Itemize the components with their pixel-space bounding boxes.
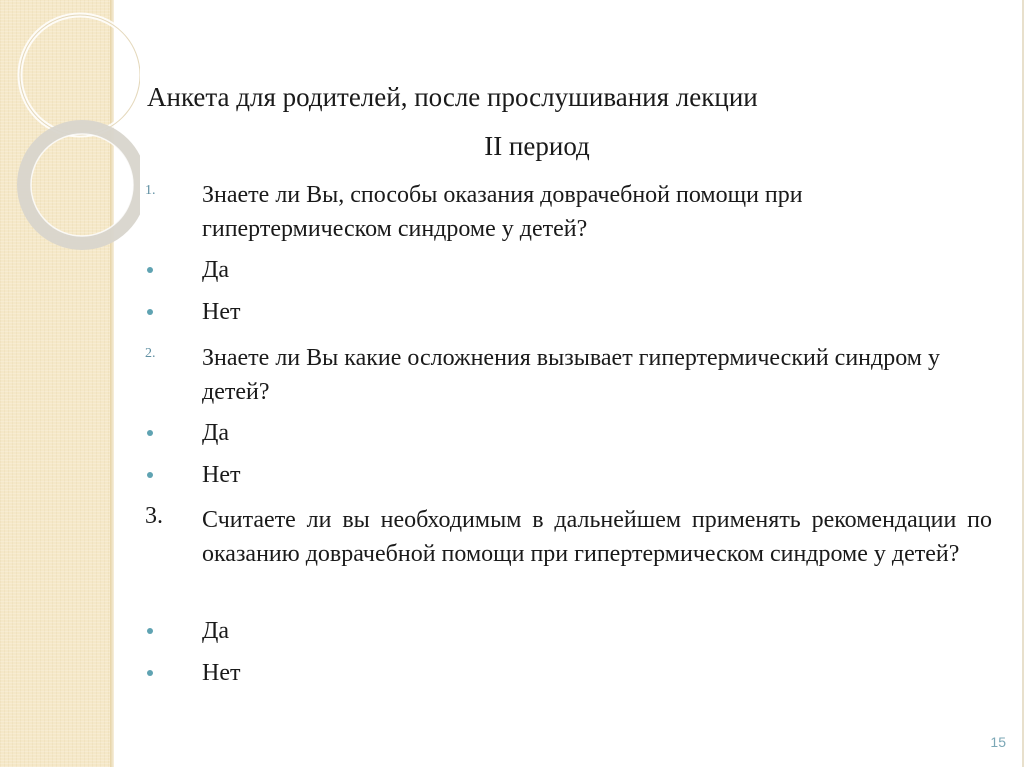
slide-title: Анкета для родителей, после прослушивания лекции: [147, 82, 758, 112]
bullet-icon: [147, 670, 153, 676]
option-label: Да: [202, 420, 230, 446]
question-3-text: Считаете ли вы необходимым в дальнейшем применять рекомендации по оказанию доврачебной помощи при гипертермическом синдроме у детей?: [202, 507, 992, 567]
question-2-number: 2.: [145, 346, 156, 361]
option-label: Нет: [202, 299, 241, 325]
question-1-text: Знаете ли Вы, способы оказания доврачебной помощи при гипертермическом синдроме у детей?: [202, 182, 803, 242]
page-number: 15: [990, 734, 1006, 750]
bullet-icon: [147, 472, 153, 478]
option-label: Нет: [202, 660, 241, 686]
option-label: Да: [202, 257, 230, 283]
decorative-ring-bottom-inner: [31, 134, 133, 236]
question-3-number: 3.: [145, 503, 163, 529]
option-label: Нет: [202, 462, 241, 488]
bullet-icon: [147, 430, 153, 436]
question-1-number: 1.: [145, 183, 156, 198]
decorative-rings: [0, 0, 140, 270]
option-label: Да: [202, 618, 230, 644]
decorative-ring-top: [20, 15, 140, 135]
bullet-icon: [147, 267, 153, 273]
bullet-icon: [147, 309, 153, 315]
decorative-ring-bottom: [24, 127, 140, 243]
question-2-text: Знаете ли Вы какие осложнения вызывает гипертермический синдром у детей?: [202, 345, 940, 405]
slide-subtitle: II период: [484, 131, 590, 161]
bullet-icon: [147, 628, 153, 634]
